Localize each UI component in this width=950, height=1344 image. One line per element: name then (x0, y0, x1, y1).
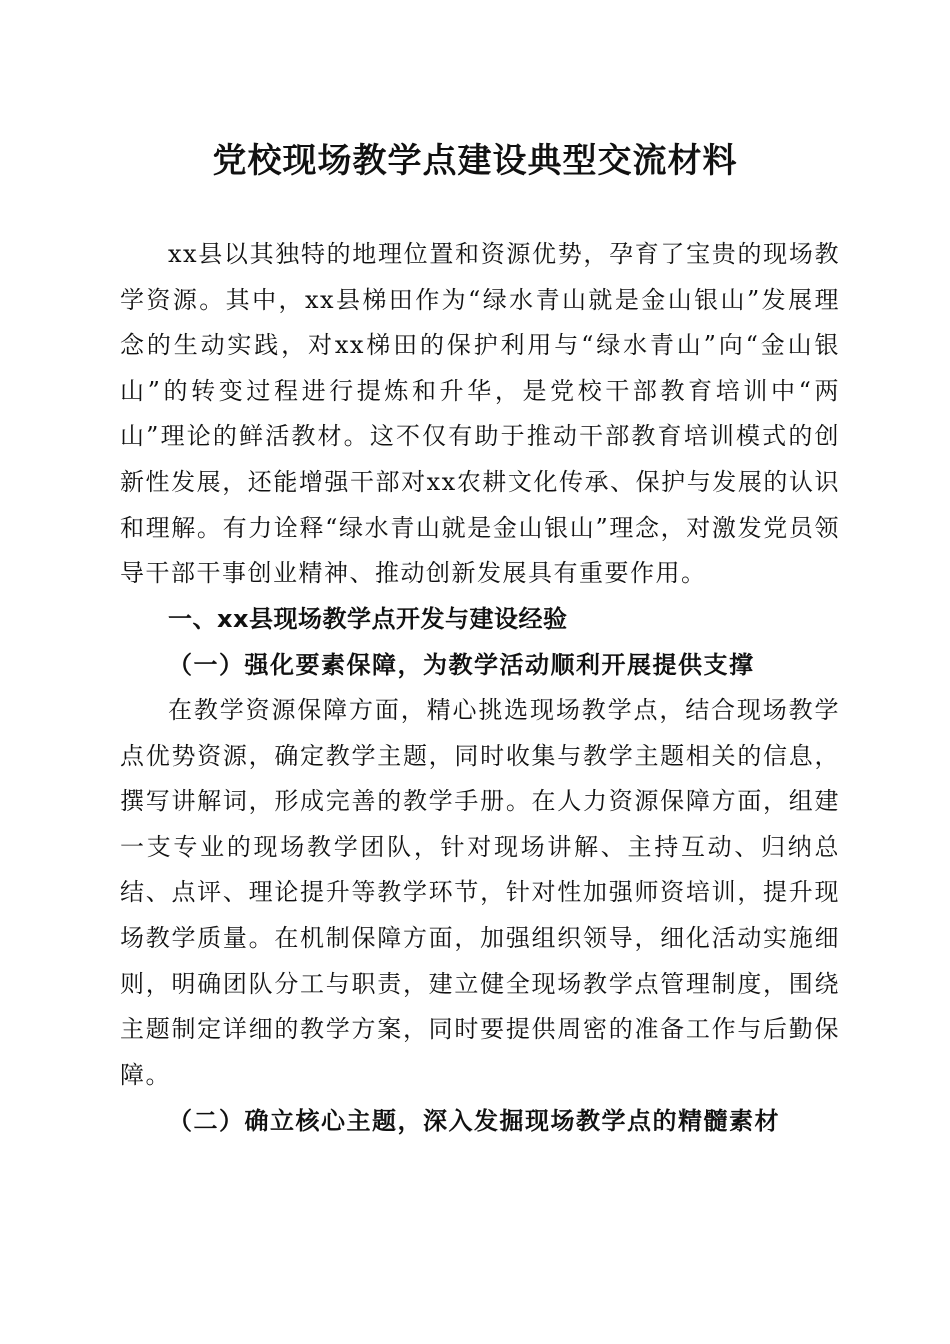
section-heading-1: 一、xx县现场教学点开发与建设经验 (168, 604, 568, 633)
document-title: 党校现场教学点建设典型交流材料 (212, 141, 738, 181)
subsection-heading-1: （一）强化要素保障，为教学活动顺利开展提供支撑 (168, 650, 755, 680)
subsection-1-paragraph: 在教学资源保障方面，精心挑选现场教学点，结合现场教学点优势资源，确定教学主题，同时收集与教学主题相关的信息，撰写讲解词，形成完善的教学手册。在人力资源保障方面，组建一支专业的现场教学团队，针对现场讲解、主持互动、归纳总结、点评、理论提升等教学环节，针对性加强师资培训，提升现场教学质量。在机制保障方面，加强组织领导，细化活动实施细则，明确团队分工与职责，建立健全现场教学点管理制度，围绕主题制定详细的教学方案，同时要提供周密的准备工作与后勤保障。 (120, 695, 840, 1089)
subsection-heading-2: （二）确立核心主题，深入发掘现场教学点的精髓素材 (168, 1106, 780, 1136)
document-body (120, 232, 840, 1144)
intro-paragraph: xx县以其独特的地理位置和资源优势，孕育了宝贵的现场教学资源。其中，xx县梯田作为“绿水青山就是金山银山”发展理念的生动实践，对xx梯田的保护利用与“绿水青山”向“金山银山”的转变过程进行提炼和升华，是党校干部教育培训中“两山”理论的鲜活教材。这不仅有助于推动干部教育培训模式的创新性发展，还能增强干部对xx农耕文化传承、保护与发展的认识和理解。有力诠释“绿水青山就是金山银山”理念，对激发党员领导干部干事创业精神、推动创新发展具有重要作用。 (120, 240, 840, 588)
